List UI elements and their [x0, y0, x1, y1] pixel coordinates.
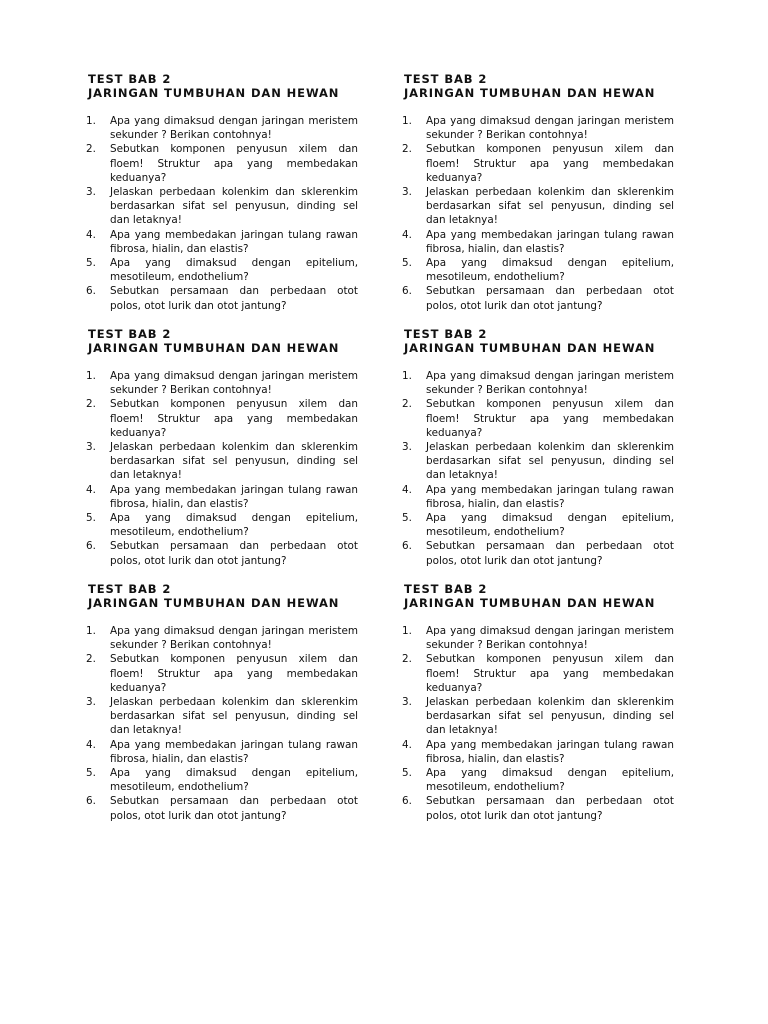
question-item: 1. Apa yang dimaksud dengan jaringan meristem sekunder ? Berikan contohnya! — [402, 115, 674, 142]
question-item: 1. Apa yang dimaksud dengan jaringan meristem sekunder ? Berikan contohnya! — [86, 115, 358, 142]
question-item: 1. Apa yang dimaksud dengan jaringan meristem sekunder ? Berikan contohnya! — [402, 370, 674, 397]
test-block-5 — [86, 582, 358, 823]
question-item: 4. Apa yang membedakan jaringan tulang rawan fibrosa, hialin, dan elastis? — [402, 228, 674, 255]
question-item: 5. Apa yang dimaksud dengan epitelium, mesotileum, endothelium? — [86, 512, 358, 539]
question-item: 1. Apa yang dimaksud dengan jaringan meristem sekunder ? Berikan contohnya! — [86, 370, 358, 397]
question-list — [402, 624, 674, 823]
test-block-3 — [86, 327, 358, 568]
question-list — [86, 114, 358, 313]
test-title: TEST BAB 2 — [88, 327, 172, 341]
question-item: 3. Jelaskan perbedaan kolenkim dan sklerenkim berdasarkan sifat sel penyusun, dinding sel dan letaknya! — [86, 696, 358, 737]
test-block-1 — [86, 72, 358, 313]
test-subtitle: JARINGAN TUMBUHAN DAN HEWAN — [88, 341, 340, 355]
question-list — [402, 114, 674, 313]
question-item: 5. Apa yang dimaksud dengan epitelium, mesotileum, endothelium? — [402, 257, 674, 284]
question-item: 6. Sebutkan persamaan dan perbedaan otot polos, otot lurik dan otot jantung? — [402, 285, 674, 312]
test-title: TEST BAB 2 — [404, 582, 488, 596]
question-item: 4. Apa yang membedakan jaringan tulang rawan fibrosa, hialin, dan elastis? — [402, 483, 674, 510]
question-item: 2. Sebutkan komponen penyusun xilem dan floem! Struktur apa yang membedakan keduanya? — [86, 653, 358, 694]
question-item: 5. Apa yang dimaksud dengan epitelium, mesotileum, endothelium? — [86, 257, 358, 284]
test-subtitle: JARINGAN TUMBUHAN DAN HEWAN — [404, 596, 656, 610]
test-block-2 — [402, 72, 674, 313]
question-item: 4. Apa yang membedakan jaringan tulang rawan fibrosa, hialin, dan elastis? — [402, 738, 674, 765]
question-item: 2. Sebutkan komponen penyusun xilem dan floem! Struktur apa yang membedakan keduanya? — [402, 143, 674, 184]
question-item: 4. Apa yang membedakan jaringan tulang rawan fibrosa, hialin, dan elastis? — [86, 228, 358, 255]
question-item: 2. Sebutkan komponen penyusun xilem dan floem! Struktur apa yang membedakan keduanya? — [402, 653, 674, 694]
question-item: 5. Apa yang dimaksud dengan epitelium, mesotileum, endothelium? — [402, 512, 674, 539]
question-item: 6. Sebutkan persamaan dan perbedaan otot polos, otot lurik dan otot jantung? — [86, 285, 358, 312]
question-item: 5. Apa yang dimaksud dengan epitelium, mesotileum, endothelium? — [86, 767, 358, 794]
test-subtitle: JARINGAN TUMBUHAN DAN HEWAN — [88, 596, 340, 610]
test-block-4 — [402, 327, 674, 568]
question-item: 4. Apa yang membedakan jaringan tulang rawan fibrosa, hialin, dan elastis? — [86, 738, 358, 765]
question-item: 3. Jelaskan perbedaan kolenkim dan sklerenkim berdasarkan sifat sel penyusun, dinding sel dan letaknya! — [86, 186, 358, 227]
question-item: 6. Sebutkan persamaan dan perbedaan otot polos, otot lurik dan otot jantung? — [402, 795, 674, 822]
question-item: 3. Jelaskan perbedaan kolenkim dan sklerenkim berdasarkan sifat sel penyusun, dinding sel dan letaknya! — [86, 441, 358, 482]
question-item: 6. Sebutkan persamaan dan perbedaan otot polos, otot lurik dan otot jantung? — [86, 540, 358, 567]
test-subtitle: JARINGAN TUMBUHAN DAN HEWAN — [404, 86, 656, 100]
question-item: 3. Jelaskan perbedaan kolenkim dan sklerenkim berdasarkan sifat sel penyusun, dinding sel dan letaknya! — [402, 186, 674, 227]
question-item: 1. Apa yang dimaksud dengan jaringan meristem sekunder ? Berikan contohnya! — [402, 625, 674, 652]
question-item: 1. Apa yang dimaksud dengan jaringan meristem sekunder ? Berikan contohnya! — [86, 625, 358, 652]
test-title: TEST BAB 2 — [88, 72, 172, 86]
question-item: 6. Sebutkan persamaan dan perbedaan otot polos, otot lurik dan otot jantung? — [402, 540, 674, 567]
question-item: 2. Sebutkan komponen penyusun xilem dan floem! Struktur apa yang membedakan keduanya? — [86, 143, 358, 184]
question-item: 4. Apa yang membedakan jaringan tulang rawan fibrosa, hialin, dan elastis? — [86, 483, 358, 510]
test-title: TEST BAB 2 — [88, 582, 172, 596]
test-subtitle: JARINGAN TUMBUHAN DAN HEWAN — [404, 341, 656, 355]
question-item: 6. Sebutkan persamaan dan perbedaan otot polos, otot lurik dan otot jantung? — [86, 795, 358, 822]
test-subtitle: JARINGAN TUMBUHAN DAN HEWAN — [88, 86, 340, 100]
test-title: TEST BAB 2 — [404, 72, 488, 86]
test-title: TEST BAB 2 — [404, 327, 488, 341]
question-item: 2. Sebutkan komponen penyusun xilem dan floem! Struktur apa yang membedakan keduanya? — [402, 398, 674, 439]
question-item: 5. Apa yang dimaksud dengan epitelium, mesotileum, endothelium? — [402, 767, 674, 794]
question-item: 3. Jelaskan perbedaan kolenkim dan sklerenkim berdasarkan sifat sel penyusun, dinding sel dan letaknya! — [402, 696, 674, 737]
question-item: 3. Jelaskan perbedaan kolenkim dan sklerenkim berdasarkan sifat sel penyusun, dinding sel dan letaknya! — [402, 441, 674, 482]
test-block-6 — [402, 582, 674, 823]
question-list — [86, 624, 358, 823]
question-list — [402, 369, 674, 568]
question-list — [86, 369, 358, 568]
question-item: 2. Sebutkan komponen penyusun xilem dan floem! Struktur apa yang membedakan keduanya? — [86, 398, 358, 439]
